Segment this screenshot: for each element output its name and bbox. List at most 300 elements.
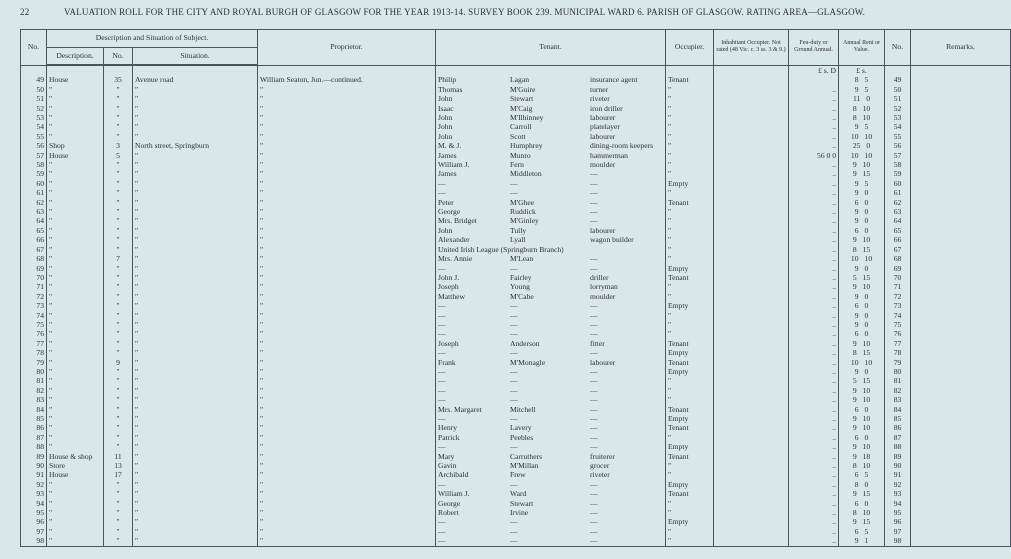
- row-feu-duty: ..: [789, 367, 839, 376]
- rent-shillings: 15: [862, 489, 871, 499]
- tenant-occupation: —: [590, 385, 598, 395]
- row-tenant: [436, 367, 666, 376]
- row-number-right: 60: [885, 179, 911, 188]
- tenant-occupation: fitter: [590, 338, 605, 348]
- page-title: VALUATION ROLL FOR THE CITY AND ROYAL BURGH OF GLASGOW FOR THE YEAR 1913-14. SURVEY BOOK 239. MUNICIPAL WARD 6. PARISH OF GLASGOW. RATING AREA—GLASGOW.: [64, 7, 866, 17]
- row-description: ": [47, 292, 104, 301]
- row-number-right: 86: [885, 423, 911, 432]
- row-street-number: ": [104, 480, 133, 489]
- row-remarks: [911, 273, 1011, 282]
- row-tenant: [436, 489, 666, 498]
- row-number: 64: [21, 216, 47, 225]
- row-situation: ": [133, 433, 258, 442]
- tenant-first-name: —: [438, 188, 446, 198]
- row-number-right: 94: [885, 499, 911, 508]
- row-feu-duty: ..: [789, 254, 839, 263]
- row-occupier: Tenant: [666, 75, 714, 84]
- row-number-right: 91: [885, 470, 911, 479]
- row-description: ": [47, 254, 104, 263]
- tenant-occupation: moulder: [590, 291, 616, 301]
- row-feu-duty: 56 0 0: [789, 151, 839, 160]
- tenant-occupation: —: [590, 395, 598, 405]
- row-proprietor: ": [258, 282, 436, 291]
- row-feu-duty: ..: [789, 414, 839, 423]
- row-occupier: Tenant: [666, 339, 714, 348]
- row-situation: ": [133, 207, 258, 216]
- tenant-occupation: labourer: [590, 225, 616, 235]
- tenant-surname: Lagan: [510, 75, 529, 85]
- row-proprietor: ": [258, 151, 436, 160]
- rent-pounds: 10: [850, 150, 859, 160]
- tenant-surname: Middleton: [510, 169, 542, 179]
- tenant-surname: —: [510, 385, 518, 395]
- row-description: ": [47, 179, 104, 188]
- tenant-occupation: —: [590, 432, 598, 442]
- tenant-first-name: John: [438, 122, 453, 132]
- row-inhabitant: [714, 151, 789, 160]
- rent-pounds: 6: [854, 197, 859, 207]
- rent-shillings: 10: [862, 385, 871, 395]
- tenant-surname: —: [510, 319, 518, 329]
- row-situation: ": [133, 423, 258, 432]
- row-inhabitant: [714, 452, 789, 461]
- row-situation: ": [133, 386, 258, 395]
- row-annual-rent: [839, 273, 885, 282]
- row-annual-rent: [839, 226, 885, 235]
- row-street-number: ": [104, 104, 133, 113]
- row-street-number: ": [104, 320, 133, 329]
- row-number-right: 93: [885, 489, 911, 498]
- tenant-surname: —: [510, 366, 518, 376]
- rent-pounds: 5: [852, 376, 857, 386]
- col-number: No.: [104, 48, 133, 66]
- row-remarks: [911, 141, 1011, 150]
- tenant-surname: —: [510, 395, 518, 405]
- row-number: 77: [21, 339, 47, 348]
- table-row: [21, 442, 1011, 451]
- row-proprietor: ": [258, 433, 436, 442]
- row-street-number: ": [104, 264, 133, 273]
- row-situation: ": [133, 254, 258, 263]
- tenant-occupation: —: [590, 479, 598, 489]
- row-street-number: ": [104, 226, 133, 235]
- rent-shillings: 0: [864, 225, 869, 235]
- valuation-table: [20, 29, 1011, 547]
- row-description: ": [47, 264, 104, 273]
- row-number: 90: [21, 461, 47, 470]
- row-inhabitant: [714, 367, 789, 376]
- rent-shillings: 15: [862, 517, 871, 527]
- tenant-surname: M'Ilhinney: [510, 113, 544, 123]
- row-situation: ": [133, 282, 258, 291]
- row-occupier: ": [666, 104, 714, 113]
- row-annual-rent: [839, 339, 885, 348]
- row-tenant: [436, 339, 666, 348]
- table-row: [21, 423, 1011, 432]
- tenant-first-name: —: [438, 263, 446, 273]
- row-tenant: [436, 405, 666, 414]
- row-occupier: ": [666, 169, 714, 178]
- row-occupier: ": [666, 329, 714, 338]
- row-annual-rent: [839, 141, 885, 150]
- tenant-first-name: —: [438, 517, 446, 527]
- rent-shillings: 10: [862, 113, 871, 123]
- row-situation: ": [133, 160, 258, 169]
- row-feu-duty: ..: [789, 423, 839, 432]
- tenant-first-name: Peter: [438, 197, 454, 207]
- row-remarks: [911, 301, 1011, 310]
- row-number: 61: [21, 188, 47, 197]
- tenant-surname: —: [510, 188, 518, 198]
- table-row: [21, 489, 1011, 498]
- row-annual-rent: [839, 207, 885, 216]
- tenant-first-name: Mrs. Margaret: [438, 404, 482, 414]
- row-situation: ": [133, 405, 258, 414]
- table-row: [21, 527, 1011, 536]
- rent-shillings: 15: [862, 244, 871, 254]
- row-situation: ": [133, 132, 258, 141]
- row-street-number: ": [104, 311, 133, 320]
- tenant-first-name: Mrs. Bridget: [438, 216, 477, 226]
- row-remarks: [911, 452, 1011, 461]
- row-number: 58: [21, 160, 47, 169]
- tenant-first-name: —: [438, 178, 446, 188]
- row-street-number: ": [104, 508, 133, 517]
- row-number-right: 68: [885, 254, 911, 263]
- row-street-number: ": [104, 292, 133, 301]
- row-tenant: [436, 414, 666, 423]
- row-annual-rent: [839, 94, 885, 103]
- row-number-right: 64: [885, 216, 911, 225]
- row-proprietor: ": [258, 113, 436, 122]
- table-row: [21, 179, 1011, 188]
- tenant-occupation: riveter: [590, 470, 610, 480]
- row-occupier: ": [666, 376, 714, 385]
- row-occupier: ": [666, 395, 714, 404]
- row-number-right: 66: [885, 235, 911, 244]
- row-number: 84: [21, 405, 47, 414]
- row-remarks: [911, 113, 1011, 122]
- tenant-first-name: William J.: [438, 489, 470, 499]
- row-description: ": [47, 320, 104, 329]
- row-remarks: [911, 358, 1011, 367]
- rent-pounds: 9: [852, 338, 857, 348]
- rent-shillings: 10: [864, 357, 873, 367]
- tenant-surname: Stewart: [510, 94, 534, 104]
- row-description: Shop: [47, 141, 104, 150]
- rent-pounds: 10: [850, 357, 859, 367]
- row-number: 96: [21, 517, 47, 526]
- rent-pounds: 6: [854, 470, 859, 480]
- tenant-surname: —: [510, 526, 518, 536]
- row-proprietor: ": [258, 414, 436, 423]
- row-number-right: 84: [885, 405, 911, 414]
- row-proprietor: ": [258, 461, 436, 470]
- row-street-number: ": [104, 348, 133, 357]
- row-remarks: [911, 320, 1011, 329]
- rent-pounds: 6: [854, 301, 859, 311]
- row-tenant: [436, 320, 666, 329]
- rent-shillings: 0: [864, 216, 869, 226]
- tenant-occupation: grocer: [590, 461, 610, 471]
- row-situation: ": [133, 480, 258, 489]
- rent-shillings: 10: [862, 282, 871, 292]
- col-desc-group: Description and Situation of Subject.: [47, 30, 258, 48]
- rent-shillings: 0: [864, 498, 869, 508]
- row-proprietor: ": [258, 320, 436, 329]
- row-street-number: ": [104, 216, 133, 225]
- tenant-surname: —: [510, 442, 518, 452]
- rent-pounds: 10: [850, 131, 859, 141]
- row-remarks: [911, 216, 1011, 225]
- row-street-number: ": [104, 94, 133, 103]
- table-row: [21, 536, 1011, 546]
- row-inhabitant: [714, 348, 789, 357]
- rent-pounds: 6: [854, 432, 859, 442]
- tenant-first-name: James: [438, 150, 457, 160]
- row-inhabitant: [714, 245, 789, 254]
- row-description: ": [47, 198, 104, 207]
- row-proprietor: ": [258, 470, 436, 479]
- table-row: [21, 282, 1011, 291]
- table-row: [21, 395, 1011, 404]
- tenant-occupation: —: [590, 536, 598, 546]
- tenant-occupation: —: [590, 178, 598, 188]
- row-feu-duty: ..: [789, 517, 839, 526]
- row-proprietor: ": [258, 85, 436, 94]
- row-annual-rent: [839, 75, 885, 84]
- row-remarks: [911, 367, 1011, 376]
- tenant-first-name: —: [438, 395, 446, 405]
- row-remarks: [911, 160, 1011, 169]
- tenant-occupation: —: [590, 489, 598, 499]
- table-row: [21, 461, 1011, 470]
- tenant-first-name: George: [438, 498, 461, 508]
- row-inhabitant: [714, 169, 789, 178]
- row-situation: ": [133, 94, 258, 103]
- rent-pounds: 9: [852, 414, 857, 424]
- row-tenant: [436, 452, 666, 461]
- row-annual-rent: [839, 104, 885, 113]
- row-number-right: 83: [885, 395, 911, 404]
- row-tenant: [436, 132, 666, 141]
- row-inhabitant: [714, 94, 789, 103]
- row-number-right: 49: [885, 75, 911, 84]
- tenant-first-name: Henry: [438, 423, 457, 433]
- row-number: 68: [21, 254, 47, 263]
- row-annual-rent: [839, 151, 885, 160]
- table-row: [21, 292, 1011, 301]
- row-number-right: 67: [885, 245, 911, 254]
- row-number: 94: [21, 499, 47, 508]
- rent-shillings: 0: [864, 432, 869, 442]
- tenant-surname: —: [510, 414, 518, 424]
- row-inhabitant: [714, 499, 789, 508]
- row-remarks: [911, 207, 1011, 216]
- row-description: ": [47, 188, 104, 197]
- row-remarks: [911, 489, 1011, 498]
- row-situation: ": [133, 151, 258, 160]
- row-feu-duty: ..: [789, 348, 839, 357]
- rent-pounds: 9: [852, 489, 857, 499]
- col-remarks: Remarks.: [911, 30, 1011, 66]
- row-number-right: 55: [885, 132, 911, 141]
- table-row: [21, 245, 1011, 254]
- row-description: ": [47, 339, 104, 348]
- rent-pounds: 9: [854, 291, 859, 301]
- table-row: [21, 339, 1011, 348]
- rent-pounds: 5: [852, 272, 857, 282]
- row-remarks: [911, 188, 1011, 197]
- row-number: 60: [21, 179, 47, 188]
- row-annual-rent: [839, 489, 885, 498]
- rent-shillings: 10: [864, 131, 873, 141]
- row-feu-duty: ..: [789, 301, 839, 310]
- tenant-first-name: Joseph: [438, 282, 459, 292]
- row-description: ": [47, 405, 104, 414]
- table-row: [21, 216, 1011, 225]
- row-annual-rent: [839, 320, 885, 329]
- row-proprietor: ": [258, 311, 436, 320]
- row-number-right: 69: [885, 264, 911, 273]
- tenant-first-name: John: [438, 94, 453, 104]
- rent-pounds: 9: [854, 84, 859, 94]
- row-annual-rent: [839, 292, 885, 301]
- row-number: 83: [21, 395, 47, 404]
- tenant-surname: Stewart: [510, 498, 534, 508]
- row-proprietor: ": [258, 527, 436, 536]
- rent-shillings: 10: [864, 150, 873, 160]
- row-number: 79: [21, 358, 47, 367]
- tenant-surname: —: [510, 263, 518, 273]
- tenant-surname: M'Caig: [510, 103, 533, 113]
- rent-pounds: 9: [852, 235, 857, 245]
- row-number: 51: [21, 94, 47, 103]
- row-inhabitant: [714, 301, 789, 310]
- tenant-surname: Humphrey: [510, 141, 543, 151]
- row-inhabitant: [714, 141, 789, 150]
- row-remarks: [911, 122, 1011, 131]
- row-number: 63: [21, 207, 47, 216]
- col-description: Description.: [47, 48, 104, 66]
- row-number: 76: [21, 329, 47, 338]
- row-proprietor: ": [258, 122, 436, 131]
- row-street-number: 3: [104, 141, 133, 150]
- row-tenant: [436, 480, 666, 489]
- row-situation: ": [133, 367, 258, 376]
- tenant-surname: M'Millan: [510, 461, 539, 471]
- row-situation: ": [133, 264, 258, 273]
- row-tenant: [436, 517, 666, 526]
- row-tenant: [436, 499, 666, 508]
- row-tenant: [436, 94, 666, 103]
- row-remarks: [911, 414, 1011, 423]
- row-annual-rent: [839, 169, 885, 178]
- row-feu-duty: [789, 75, 839, 84]
- row-description: ": [47, 527, 104, 536]
- rent-shillings: 0: [864, 301, 869, 311]
- row-description: ": [47, 113, 104, 122]
- tenant-occupation: —: [590, 207, 598, 217]
- row-annual-rent: [839, 254, 885, 263]
- row-situation: ": [133, 188, 258, 197]
- tenant-first-name: John: [438, 225, 453, 235]
- rent-pounds: 8: [852, 113, 857, 123]
- row-proprietor: ": [258, 226, 436, 235]
- row-description: ": [47, 517, 104, 526]
- row-occupier: Tenant: [666, 358, 714, 367]
- tenant-surname: Lavery: [510, 423, 532, 433]
- row-situation: ": [133, 292, 258, 301]
- tenant-surname: Ruddick: [510, 207, 536, 217]
- row-description: House: [47, 470, 104, 479]
- row-street-number: ": [104, 113, 133, 122]
- row-number-right: 76: [885, 329, 911, 338]
- row-tenant: [436, 395, 666, 404]
- row-feu-duty: ..: [789, 160, 839, 169]
- row-proprietor: ": [258, 292, 436, 301]
- rent-shillings: 10: [862, 442, 871, 452]
- row-number: 87: [21, 433, 47, 442]
- row-annual-rent: [839, 461, 885, 470]
- row-annual-rent: [839, 358, 885, 367]
- row-inhabitant: [714, 198, 789, 207]
- row-proprietor: ": [258, 179, 436, 188]
- row-tenant: [436, 188, 666, 197]
- row-occupier: ": [666, 461, 714, 470]
- tenant-first-name: George: [438, 207, 461, 217]
- rent-pounds: 9: [854, 263, 859, 273]
- rent-shillings: 0: [864, 319, 869, 329]
- row-annual-rent: [839, 423, 885, 432]
- row-tenant: [436, 216, 666, 225]
- rent-pounds: 6: [854, 404, 859, 414]
- rent-pounds: 11: [852, 94, 861, 104]
- row-remarks: [911, 264, 1011, 273]
- table-row: [21, 254, 1011, 263]
- tenant-first-name: Mary: [438, 451, 455, 461]
- row-inhabitant: [714, 264, 789, 273]
- row-inhabitant: [714, 517, 789, 526]
- tenant-occupation: driller: [590, 272, 609, 282]
- row-occupier: Empty: [666, 517, 714, 526]
- row-description: ": [47, 104, 104, 113]
- row-occupier: ": [666, 499, 714, 508]
- row-feu-duty: ..: [789, 169, 839, 178]
- row-annual-rent: [839, 122, 885, 131]
- row-annual-rent: [839, 508, 885, 517]
- tenant-surname: Fern: [510, 160, 524, 170]
- rent-shillings: 5: [864, 122, 869, 132]
- currency-rent: £ s.: [839, 65, 885, 75]
- row-street-number: ": [104, 235, 133, 244]
- row-proprietor: ": [258, 301, 436, 310]
- row-proprietor: ": [258, 386, 436, 395]
- tenant-surname: M'Ginley: [510, 216, 539, 226]
- tenant-surname: —: [510, 301, 518, 311]
- row-occupier: ": [666, 386, 714, 395]
- tenant-first-name: —: [438, 385, 446, 395]
- row-description: ": [47, 169, 104, 178]
- row-tenant: [436, 442, 666, 451]
- row-tenant: [436, 461, 666, 470]
- row-proprietor: ": [258, 480, 436, 489]
- tenant-occupation: —: [590, 197, 598, 207]
- row-street-number: ": [104, 273, 133, 282]
- rent-pounds: 25: [852, 141, 861, 151]
- tenant-occupation: labourer: [590, 131, 616, 141]
- row-number: 71: [21, 282, 47, 291]
